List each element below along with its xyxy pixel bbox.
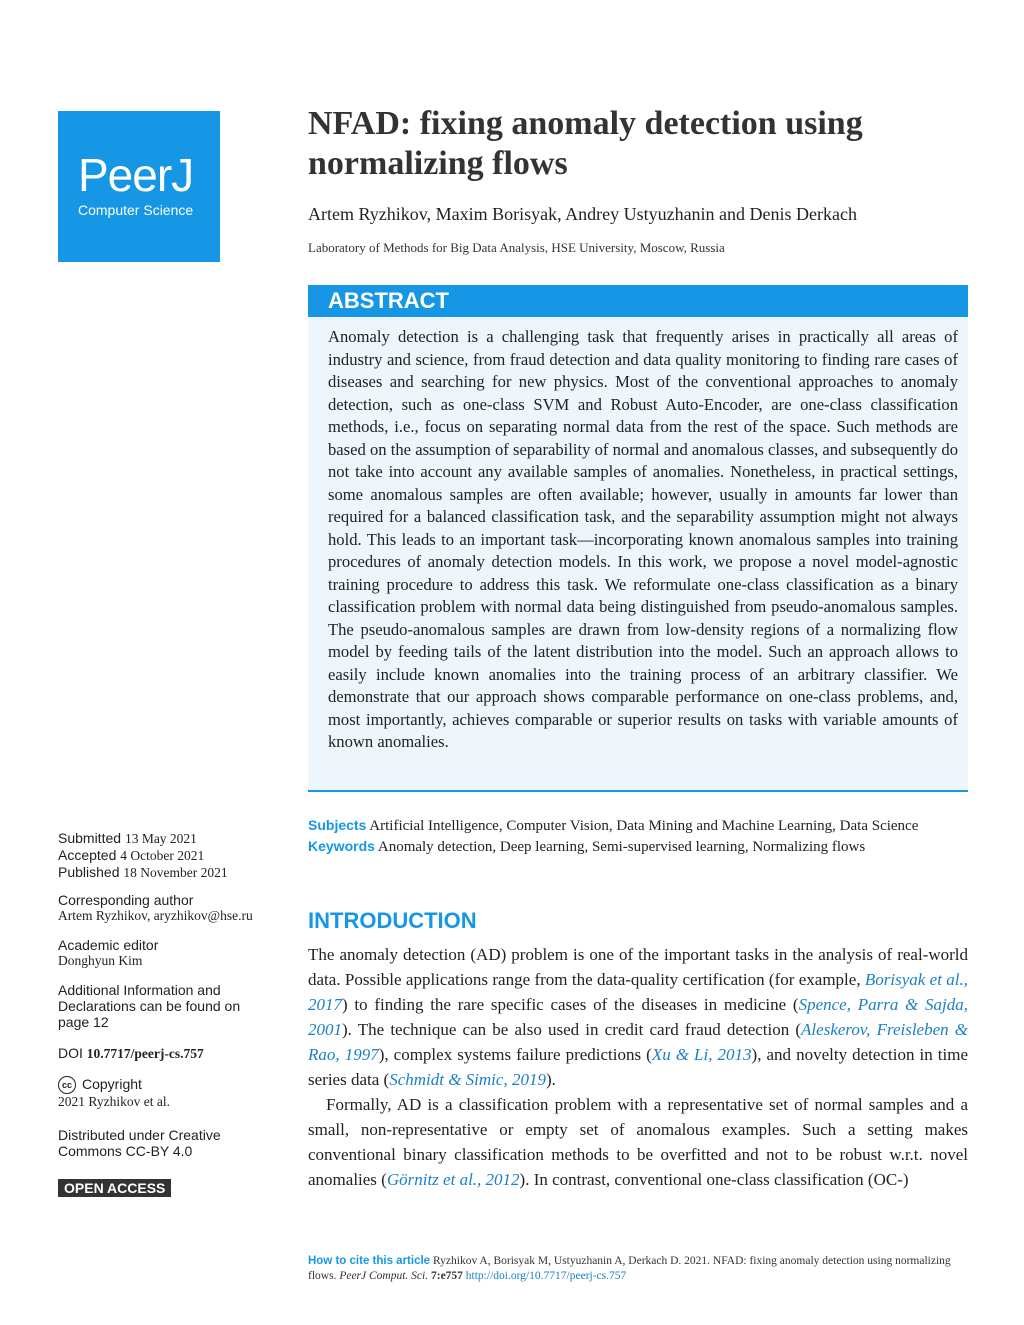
abstract-box bbox=[308, 285, 968, 792]
introduction-heading: INTRODUCTION bbox=[308, 908, 477, 933]
text-span: ). The technique can be also used in credit card fraud detection ( bbox=[342, 1020, 802, 1039]
copyright-block bbox=[58, 1076, 278, 1110]
editor-block bbox=[58, 937, 278, 969]
footer-text: Ryzhikov A, Borisyak M, Ustyuzhanin A, Derkach D. 2021. NFAD: fixing anomaly detection using normalizing flows. bbox=[308, 1255, 951, 1282]
subjects-text: Artificial Intelligence, Computer Vision, Data Mining and Machine Learning, Data Science bbox=[369, 818, 919, 834]
license-text[interactable]: Distributed under Creative Commons CC-BY 4.0 bbox=[58, 1127, 221, 1159]
accepted-date: 4 October 2021 bbox=[120, 848, 205, 863]
text-span: ), complex systems failure predictions ( bbox=[378, 1045, 652, 1064]
citation-link[interactable]: Schmidt & Simic, 2019 bbox=[389, 1070, 546, 1089]
logo-brand: PeerJ bbox=[78, 149, 194, 201]
open-access-badge: OPEN ACCESS bbox=[58, 1179, 171, 1197]
citation-link[interactable]: Xu & Li, 2013 bbox=[651, 1045, 752, 1064]
text-span: ). In contrast, conventional one-class classification (OC-) bbox=[519, 1170, 909, 1189]
editor-label: Academic editor bbox=[58, 937, 159, 953]
citation-footer bbox=[308, 1254, 968, 1284]
logo-subtitle: Computer Science bbox=[78, 202, 194, 218]
abstract-header bbox=[308, 285, 968, 317]
abstract-text: Anomaly detection is a challenging task that frequently arises in practically all areas of industry and science, from fraud detection and data quality monitoring to finding rare cases of diseases and searching for new physics. Most of the conventional approaches to anomaly detection, such as one-class SVM and Robust Auto-Encoder, are one-class classification methods, i.e., focus on separating normal data from the rest of the space. Such methods are based on the assumption of separability of normal and anomalous classes, and subsequently do not take into account any available samples of anomalies. Nonetheless, in practical settings, some anomalous samples are often available; however, usually in amounts far lower than required for a balanced classification task, and the separability assumption might not always hold. This leads to an important task—incorporating known anomalous samples into training procedures of anomaly detection models. In this work, we propose a novel model-agnostic training procedure to address this task. We reformulate one-class classification as a binary classification problem with normal data being distinguished from pseudo-anomalous samples. The pseudo-anomalous samples are drawn from low-density regions of a normalizing flow model by feeding tails of the latent distribution into the model. Such an approach allows to easily include known anomalies into the training process of an arbitrary classifier. We demonstrate that our approach shows comparable performance on one-class problems, and, most importantly, achieves comparable or superior results on tasks with variable amounts of known anomalies. bbox=[328, 327, 958, 751]
published-label: Published bbox=[58, 864, 120, 880]
corr-label: Corresponding author bbox=[58, 892, 194, 908]
introduction-body bbox=[308, 942, 968, 1192]
footer-volume: 7:e757 bbox=[430, 1270, 463, 1282]
doi-label: DOI bbox=[58, 1045, 83, 1061]
additional-info[interactable]: Additional Information and Declarations can be found on page 12 bbox=[58, 982, 241, 1030]
footer-label: How to cite this article bbox=[308, 1255, 431, 1267]
paper-title: NFAD: fixing anomaly detection using normalizing flows bbox=[308, 105, 863, 182]
published-date: 18 November 2021 bbox=[123, 865, 228, 880]
text-span: ). bbox=[545, 1070, 556, 1089]
journal-logo bbox=[58, 111, 220, 262]
citation-link[interactable]: Aleskerov, Freisleben & Rao, 1997 bbox=[308, 1020, 969, 1064]
accepted-label: Accepted bbox=[58, 847, 117, 863]
doi-block bbox=[58, 1045, 278, 1062]
footer-journal: PeerJ Comput. Sci. bbox=[339, 1270, 429, 1282]
text-span: Formally, AD is a classification problem with a representative set of normal samples and a small, non-representative or empty set of anomalous examples. Such a setting makes conventional binary classification methods to be overfitted and not to be robust w.r.t. novel anomalies ( bbox=[308, 1095, 968, 1189]
subjects-label: Subjects bbox=[308, 817, 367, 833]
abstract-heading: ABSTRACT bbox=[328, 288, 449, 313]
copyright-label: Copyright bbox=[82, 1076, 142, 1092]
citation-link[interactable]: Borisyak et al., 2017 bbox=[308, 970, 969, 1014]
citation-link[interactable]: Spence, Parra & Sajda, 2001 bbox=[308, 995, 968, 1039]
submitted-label: Submitted bbox=[58, 830, 122, 846]
corresponding-block bbox=[58, 892, 278, 924]
editor-name: Donghyun Kim bbox=[58, 953, 143, 968]
text-span: ) to finding the rare specific cases of the diseases in medicine ( bbox=[342, 995, 799, 1014]
citation-link[interactable]: Görnitz et al., 2012 bbox=[386, 1170, 520, 1189]
submitted-date: 13 May 2021 bbox=[124, 831, 197, 846]
subjects-keywords bbox=[308, 815, 968, 857]
intro-paragraph-1 bbox=[308, 942, 968, 1092]
creative-commons-icon: cc bbox=[58, 1076, 76, 1094]
author-list: Artem Ryzhikov, Maxim Borisyak, Andrey Ustyuzhanin and Denis Derkach bbox=[308, 204, 857, 224]
keywords-label: Keywords bbox=[308, 838, 375, 854]
doi-value[interactable]: 10.7717/peerj-cs.757 bbox=[86, 1046, 204, 1061]
affiliation: Laboratory of Methods for Big Data Analysis, HSE University, Moscow, Russia bbox=[308, 240, 725, 255]
dates-block bbox=[58, 830, 278, 881]
copyright-holder: 2021 Ryzhikov et al. bbox=[58, 1094, 170, 1110]
corr-author[interactable]: Artem Ryzhikov, aryzhikov@hse.ru bbox=[58, 908, 253, 923]
keywords-text: Anomaly detection, Deep learning, Semi-supervised learning, Normalizing flows bbox=[377, 839, 866, 855]
footer-doi-link[interactable]: http://doi.org/10.7717/peerj-cs.757 bbox=[465, 1270, 627, 1282]
text-span: ), and novelty detection in time series data ( bbox=[308, 1045, 968, 1089]
intro-paragraph-2 bbox=[308, 1092, 968, 1192]
text-span: The anomaly detection (AD) problem is one of the important tasks in the analysis of real-world data. Possible applications range from the data-quality certification (for example, bbox=[308, 945, 968, 989]
